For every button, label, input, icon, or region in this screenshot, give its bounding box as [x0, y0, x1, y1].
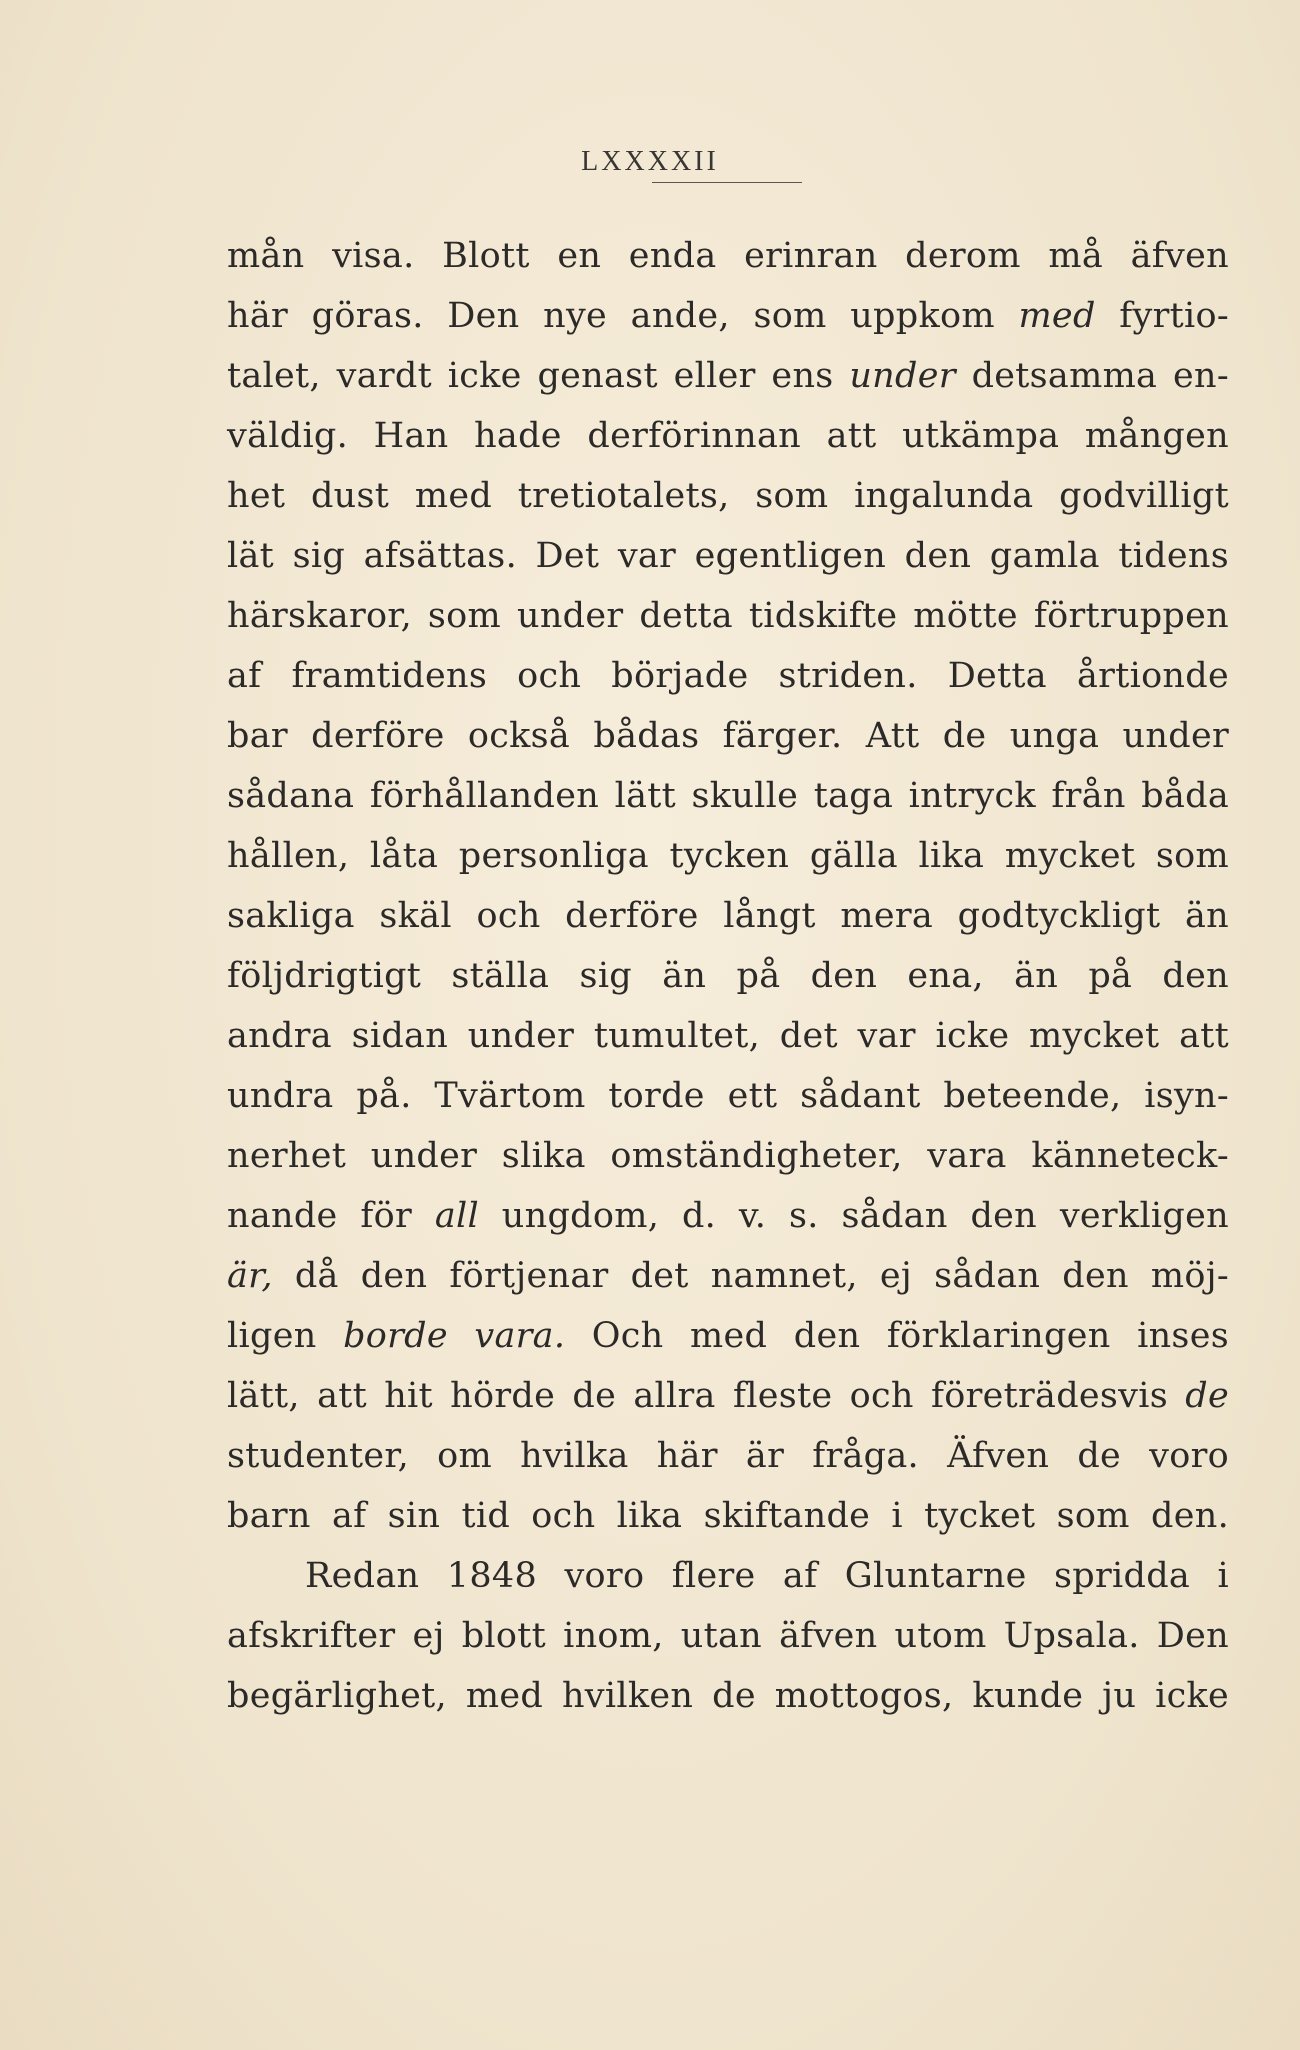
body-text — [227, 226, 1229, 1726]
text-line — [227, 1546, 1229, 1606]
line-text: nerhet under slika omständigheter, vara känneteck- — [227, 1136, 1229, 1176]
line-text-after: ungdom, d. v. s. sådan den verkligen — [478, 1196, 1229, 1236]
text-line — [227, 886, 1229, 946]
line-text: väldig. Han hade derförinnan att utkämpa mången — [227, 416, 1229, 456]
text-line — [227, 526, 1229, 586]
page-number: LXXXXII — [581, 146, 719, 177]
text-line — [227, 1126, 1229, 1186]
line-text: begärlighet, med hvilken de mottogos, kunde ju icke — [227, 1676, 1229, 1716]
italic-emphasis: under — [849, 356, 956, 396]
text-line — [227, 1246, 1229, 1306]
text-line — [227, 1066, 1229, 1126]
line-text-after: fyrtio- — [1095, 296, 1229, 336]
line-text-before: talet, vardt icke genast eller ens — [227, 356, 850, 396]
text-line — [227, 286, 1229, 346]
text-line — [227, 1606, 1229, 1666]
italic-emphasis: är, — [227, 1256, 273, 1296]
text-line — [227, 766, 1229, 826]
line-text-before: här göras. Den nye ande, som uppkom — [227, 296, 1019, 336]
line-text: afskrifter ej blott inom, utan äfven utom Upsala. Den — [227, 1616, 1229, 1656]
line-text: Redan 1848 voro flere af Gluntarne spridda i — [305, 1556, 1229, 1596]
line-text: sakliga skäl och derföre långt mera godtyckligt än — [227, 896, 1229, 936]
line-text-before: nande för — [227, 1196, 435, 1236]
text-line — [227, 946, 1229, 1006]
text-line — [227, 226, 1229, 286]
line-text: sådana förhållanden lätt skulle taga intryck från båda — [227, 776, 1229, 816]
line-text: af framtidens och började striden. Detta årtionde — [227, 656, 1229, 696]
line-text-before: ligen — [227, 1316, 344, 1356]
text-line — [227, 586, 1229, 646]
text-line — [227, 826, 1229, 886]
line-text: undra på. Tvärtom torde ett sådant beteende, isyn- — [227, 1076, 1229, 1116]
text-line — [227, 706, 1229, 766]
text-line — [227, 346, 1229, 406]
italic-emphasis: med — [1018, 296, 1096, 336]
line-text: härskaror, som under detta tidskifte mötte förtruppen — [227, 596, 1229, 636]
line-text-after: detsamma en- — [955, 356, 1229, 396]
line-text: barn af sin tid och lika skiftande i tycket som den. — [227, 1496, 1229, 1536]
line-text: het dust med tretiotalets, som ingalunda godvilligt — [227, 476, 1229, 516]
text-line — [227, 406, 1229, 466]
text-line — [227, 646, 1229, 706]
text-line — [227, 1366, 1229, 1426]
line-text: hållen, låta personliga tycken gälla lika mycket som — [227, 836, 1229, 876]
line-text: bar derföre också bådas färger. Att de unga under — [227, 716, 1229, 756]
text-line — [227, 466, 1229, 526]
line-text: studenter, om hvilka här är fråga. Äfven de voro — [227, 1436, 1229, 1476]
text-line — [227, 1186, 1229, 1246]
line-text-after: Och med den förklaringen inses — [565, 1316, 1229, 1356]
italic-emphasis: borde vara. — [343, 1316, 566, 1356]
line-text-after: då den förtjenar det namnet, ej sådan den möj- — [272, 1256, 1229, 1296]
line-text: lät sig afsättas. Det var egentligen den gamla tidens — [227, 536, 1229, 576]
italic-emphasis: de — [1185, 1376, 1229, 1416]
text-line — [227, 1426, 1229, 1486]
line-text: följdrigtigt ställa sig än på den ena, än på den — [227, 956, 1229, 996]
line-text: andra sidan under tumultet, det var icke mycket att — [227, 1016, 1229, 1056]
line-text-before: lätt, att hit hörde de allra fleste och företrädesvis — [227, 1376, 1186, 1416]
text-line — [227, 1666, 1229, 1726]
text-line — [227, 1006, 1229, 1066]
text-line — [227, 1306, 1229, 1366]
page-number-rule — [652, 182, 802, 183]
text-line — [227, 1486, 1229, 1546]
italic-emphasis: all — [434, 1196, 479, 1236]
line-text: mån visa. Blott en enda erinran derom må äfven — [227, 236, 1229, 276]
